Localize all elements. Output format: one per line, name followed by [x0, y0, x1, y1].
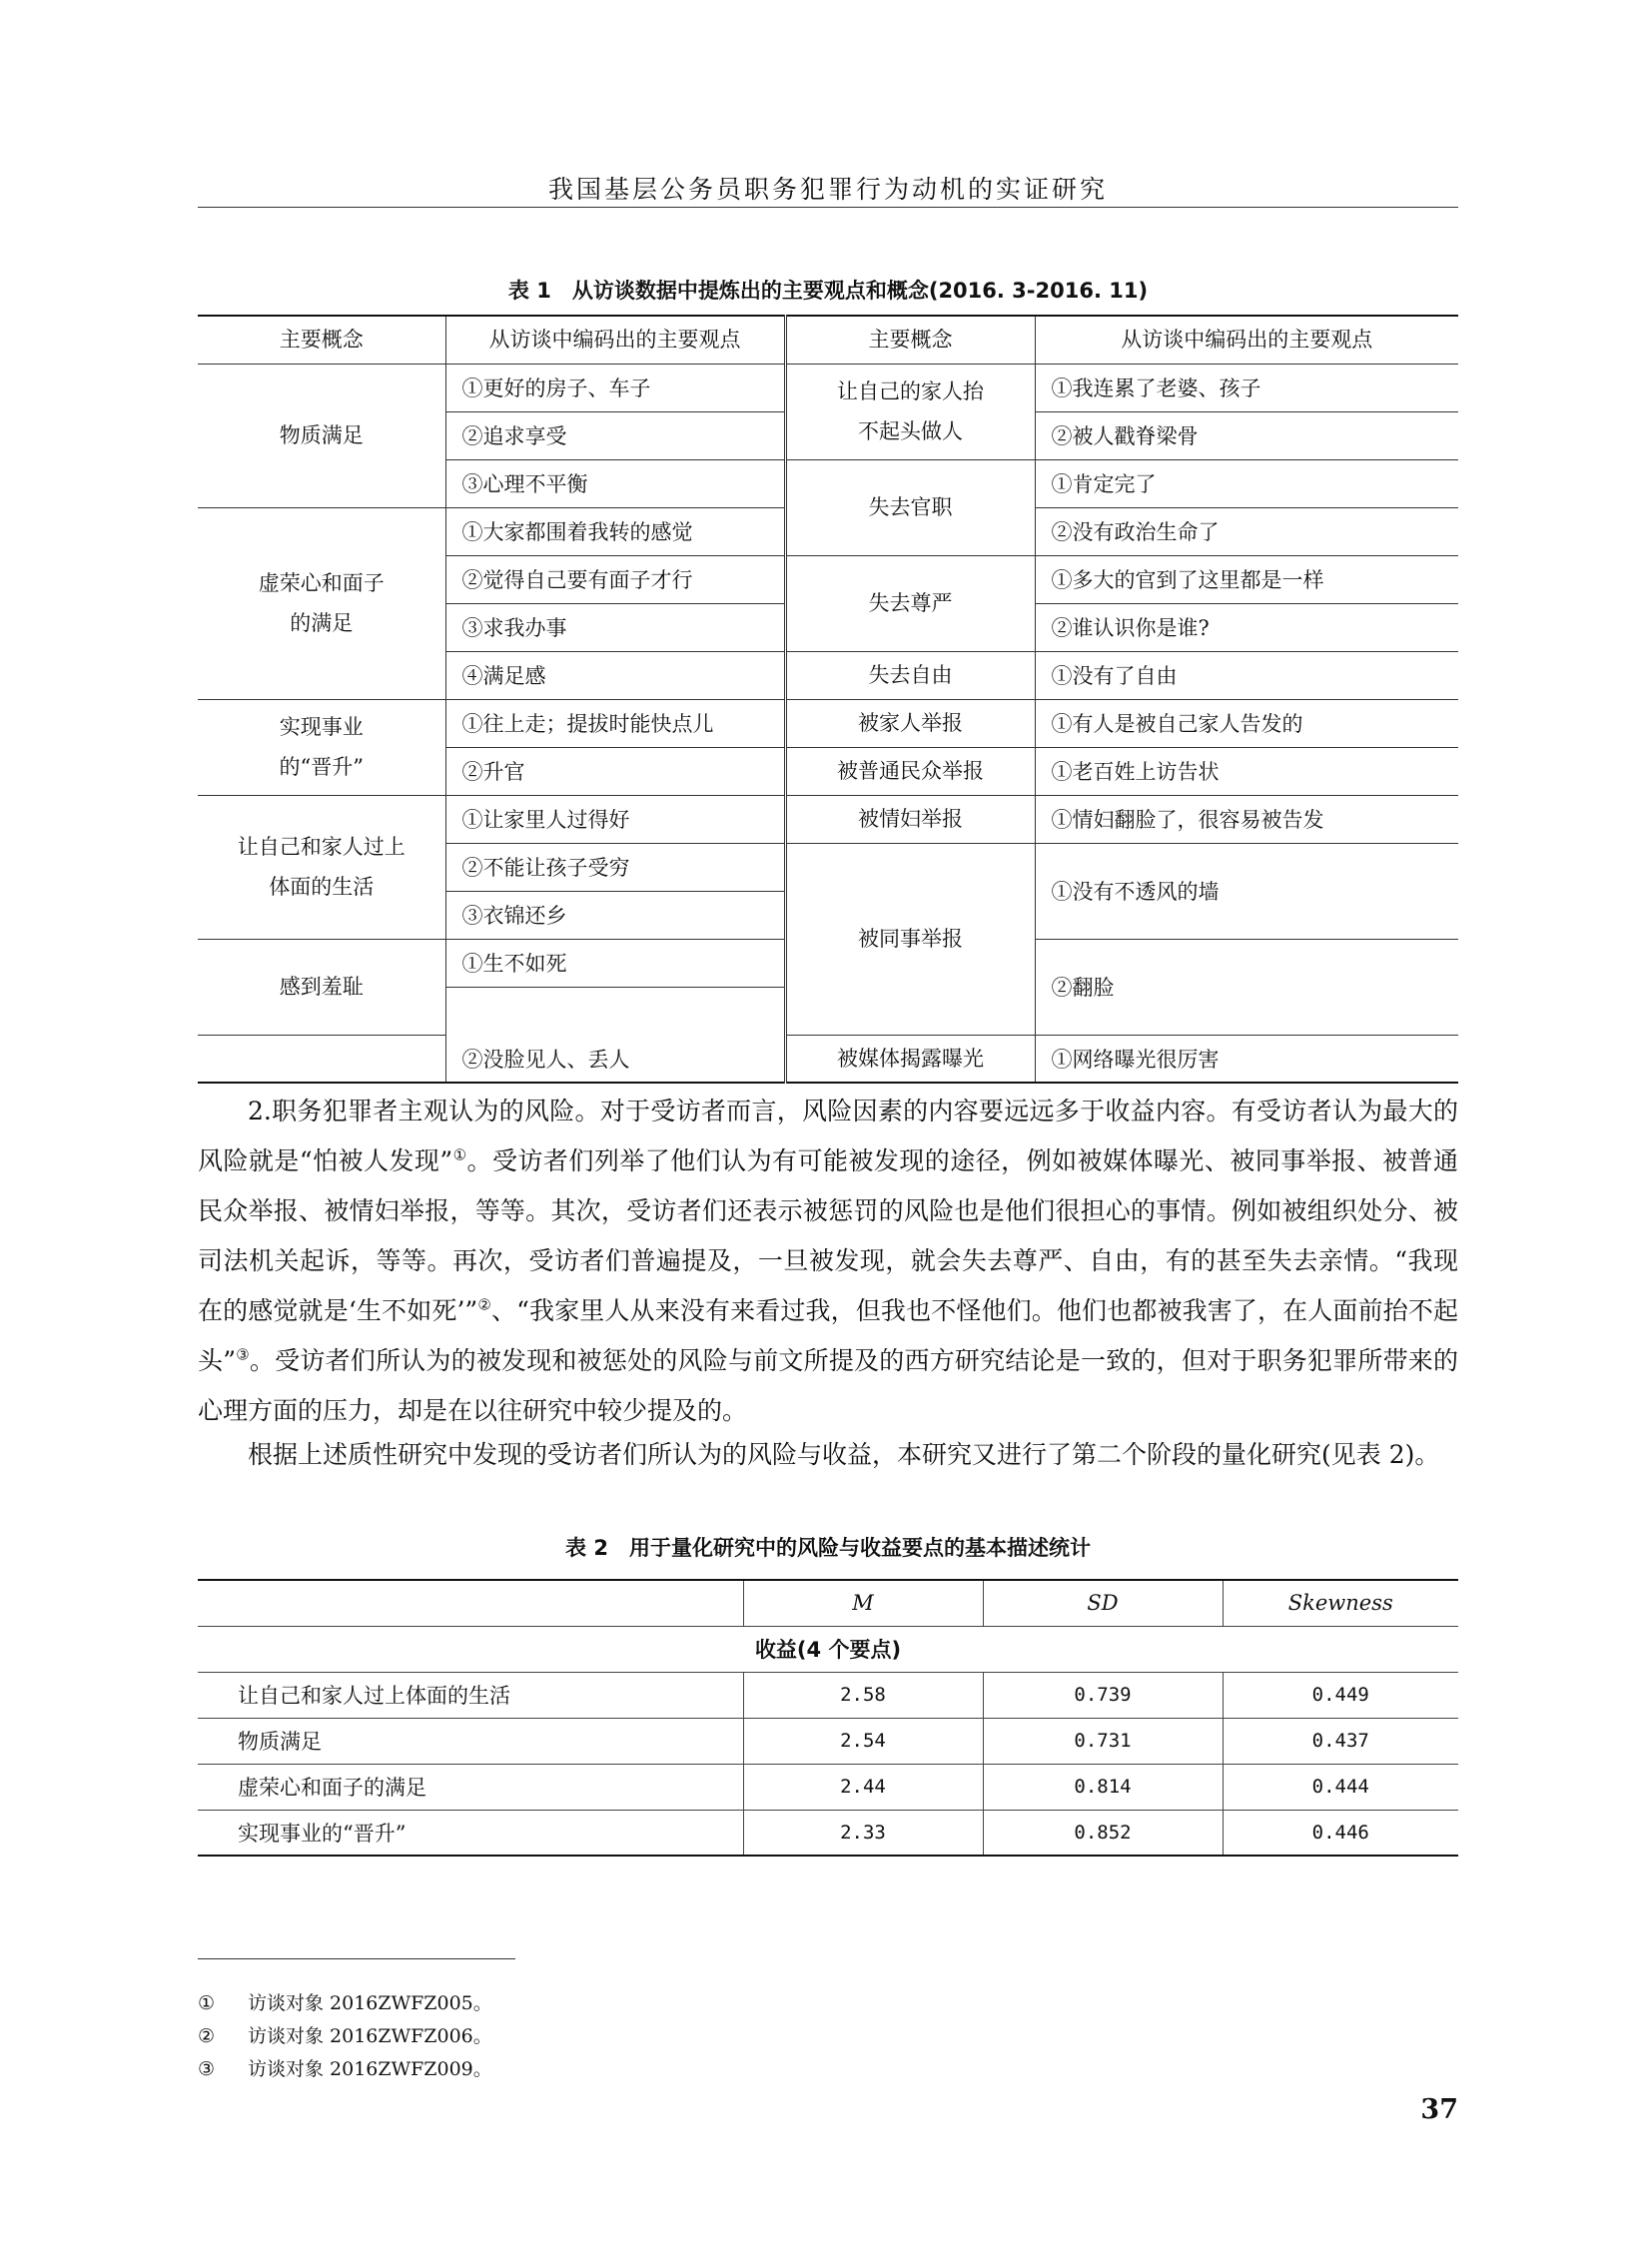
- table1-caption: 表 1 从访谈数据中提炼出的主要观点和概念(2016. 3-2016. 11): [507, 279, 1149, 303]
- table-row: [198, 364, 1458, 411]
- table1-point: ②被人戳脊梁骨: [1035, 411, 1458, 459]
- table2-sd: 0.814: [983, 1764, 1223, 1810]
- table1-concept: [785, 364, 1035, 459]
- table1-point: ②追求享受: [445, 411, 785, 459]
- table1-point: ②觉得自己要有面子才行: [445, 555, 785, 603]
- para-text: 。受访者们所认为的被发现和被惩处的风险与前文所提及的西方研究结论是一致的，但对于职务犯罪所带来的心理方面的压力，却是在以往研究中较少提及的。: [198, 1346, 1458, 1425]
- table1-point: ①大家都围着我转的感觉: [445, 507, 785, 555]
- table1-point: ①老百姓上访告状: [1035, 747, 1458, 795]
- body-paragraph: 根据上述质性研究中发现的受访者们所认为的风险与收益，本研究又进行了第二个阶段的量化研究(见表 2)。: [248, 1440, 1440, 1469]
- page-number: 37: [1420, 2094, 1458, 2125]
- table1-point: ③衣锦还乡: [445, 891, 785, 939]
- table1-point: ③求我办事: [445, 603, 785, 651]
- table1-point: ①更好的房子、车子: [445, 364, 785, 411]
- table2-label: 实现事业的“晋升”: [198, 1810, 743, 1856]
- footnote: [198, 2020, 492, 2053]
- table1-point: ①生不如死: [445, 939, 785, 987]
- footnote-mark: ②: [198, 2025, 216, 2047]
- table-row: [198, 1810, 1458, 1856]
- table1-point: ②没有政治生命了: [1035, 507, 1458, 555]
- table1-concept: 失去官职: [785, 459, 1035, 555]
- footnote-ref[interactable]: ③: [236, 1345, 250, 1364]
- table1-header: 从访谈中编码出的主要观点: [1035, 316, 1458, 364]
- body-paragraph: [198, 1087, 1458, 1436]
- table2-sd: 0.739: [983, 1672, 1223, 1718]
- table1-point: ②谁认识你是谁?: [1035, 603, 1458, 651]
- table2-header: M: [743, 1580, 983, 1626]
- table2-caption: 表 2 用于量化研究中的风险与收益要点的基本描述统计: [565, 1536, 1091, 1560]
- table1-concept: 被普通民众举报: [785, 747, 1035, 795]
- table2-m: 2.58: [743, 1672, 983, 1718]
- table1-concept: 被家人举报: [785, 699, 1035, 747]
- table2-header-row: [198, 1580, 1458, 1626]
- table-row: [198, 1764, 1458, 1810]
- table1-point: ①网络曝光很厉害: [1035, 1035, 1458, 1083]
- table1-concept: 感到羞耻: [198, 939, 445, 1035]
- footnote-ref[interactable]: ②: [477, 1295, 491, 1314]
- table-row: [198, 699, 1458, 747]
- table1-concept: [198, 699, 445, 795]
- table2-skew: 0.437: [1223, 1718, 1458, 1764]
- table1-header: 从访谈中编码出的主要观点: [445, 316, 785, 364]
- table2-skew: 0.449: [1223, 1672, 1458, 1718]
- table1-point: ②翻脸: [1035, 939, 1458, 1035]
- table1-header-row: [198, 316, 1458, 364]
- footnotes: [198, 1987, 492, 2086]
- footnote-mark: ③: [198, 2058, 216, 2080]
- table1-concept: [198, 795, 445, 939]
- table1-concept: 被情妇举报: [785, 795, 1035, 843]
- table1-point-spacer: [445, 987, 785, 1035]
- table1-concept-text: 让自己的家人抬不起头做人: [837, 379, 984, 443]
- table1-point: ①多大的官到了这里都是一样: [1035, 555, 1458, 603]
- table2-label: 虚荣心和面子的满足: [198, 1764, 743, 1810]
- para-text: 。受访者们列举了他们认为有可能被发现的途径，例如被媒体曝光、被同事举报、被普通民众举报、被情妇举报，等等。其次，受访者们还表示被惩罚的风险也是他们很担心的事情。例如被组织处分、被司法机关起诉，等等。再次，受访者们普遍提及，一旦被发现，就会失去尊严、自由，有的甚至失去亲情。“我现在的感觉就是‘生不如死’”: [198, 1146, 1458, 1325]
- table2-m: 2.44: [743, 1764, 983, 1810]
- footnote: [198, 1987, 492, 2020]
- table2-section: 收益(4 个要点): [198, 1626, 1458, 1672]
- table1: [198, 315, 1458, 1084]
- table1-point: ①我连累了老婆、孩子: [1035, 364, 1458, 411]
- table2-m: 2.54: [743, 1718, 983, 1764]
- footnote-text: 访谈对象 2016ZWFZ009。: [248, 2058, 492, 2080]
- table1-header: 主要概念: [785, 316, 1035, 364]
- table1-concept-text: 让自己和家人过上体面的生活: [237, 835, 406, 899]
- running-head: 我国基层公务员职务犯罪行为动机的实证研究: [547, 175, 1108, 204]
- table2-label: 让自己和家人过上体面的生活: [198, 1672, 743, 1718]
- table2-sd: 0.852: [983, 1810, 1223, 1856]
- table2-sd: 0.731: [983, 1718, 1223, 1764]
- table1-concept: [198, 507, 445, 699]
- table-row: [198, 1718, 1458, 1764]
- para-text: 、“我家里人从来没有来看过我，但我也不怪他们。他们也都被我害了，在人面前抬不起头”: [198, 1296, 1458, 1375]
- table1-header: 主要概念: [198, 316, 445, 364]
- footnote: [198, 2053, 492, 2086]
- header-rule: [198, 207, 1458, 208]
- footnote-text: 访谈对象 2016ZWFZ006。: [248, 2025, 492, 2047]
- table-row: [198, 1035, 1458, 1083]
- table2-header: SD: [983, 1580, 1223, 1626]
- footnote-mark: ①: [198, 1992, 216, 2014]
- table2-header: Skewness: [1223, 1580, 1458, 1626]
- para-text: 2.职务犯罪者主观认为的风险。对于受访者而言，风险因素的内容要远远多于收益内容。有受访者认为最大的风险就是“怕被人发现”: [198, 1097, 1458, 1175]
- table1-concept-spacer: [198, 1035, 445, 1083]
- footnote-text: 访谈对象 2016ZWFZ005。: [248, 1992, 492, 2014]
- table1-concept: 被媒体揭露曝光: [785, 1035, 1035, 1083]
- footnote-rule: [198, 1958, 515, 1959]
- table2-skew: 0.444: [1223, 1764, 1458, 1810]
- table1-concept: 失去自由: [785, 651, 1035, 699]
- table2-skew: 0.446: [1223, 1810, 1458, 1856]
- table2-section-row: [198, 1626, 1458, 1672]
- table1-concept: 物质满足: [198, 364, 445, 507]
- table2-m: 2.33: [743, 1810, 983, 1856]
- table-row: [198, 795, 1458, 843]
- table1-concept-text: 实现事业的“晋升”: [279, 715, 364, 779]
- table2-header: [198, 1580, 743, 1626]
- table1-point: ②不能让孩子受穷: [445, 843, 785, 891]
- table1-concept-text: 虚荣心和面子的满足: [258, 571, 385, 635]
- table1-concept: 被同事举报: [785, 843, 1035, 1035]
- table1-point: ①没有了自由: [1035, 651, 1458, 699]
- table1-concept: 失去尊严: [785, 555, 1035, 651]
- table1-point: ②没脸见人、丢人: [445, 1035, 785, 1083]
- table1-point: ①有人是被自己家人告发的: [1035, 699, 1458, 747]
- table1-point: ③心理不平衡: [445, 459, 785, 507]
- table1-point: ①情妇翻脸了，很容易被告发: [1035, 795, 1458, 843]
- table2-label: 物质满足: [198, 1718, 743, 1764]
- footnote-ref[interactable]: ①: [452, 1145, 467, 1164]
- table1-point: ①往上走；提拔时能快点儿: [445, 699, 785, 747]
- table1-point: ②升官: [445, 747, 785, 795]
- table1-point: ①肯定完了: [1035, 459, 1458, 507]
- table1-point: ①没有不透风的墙: [1035, 843, 1458, 939]
- table1-point: ④满足感: [445, 651, 785, 699]
- table1-point: ①让家里人过得好: [445, 795, 785, 843]
- table-row: [198, 1672, 1458, 1718]
- table2: [198, 1579, 1458, 1857]
